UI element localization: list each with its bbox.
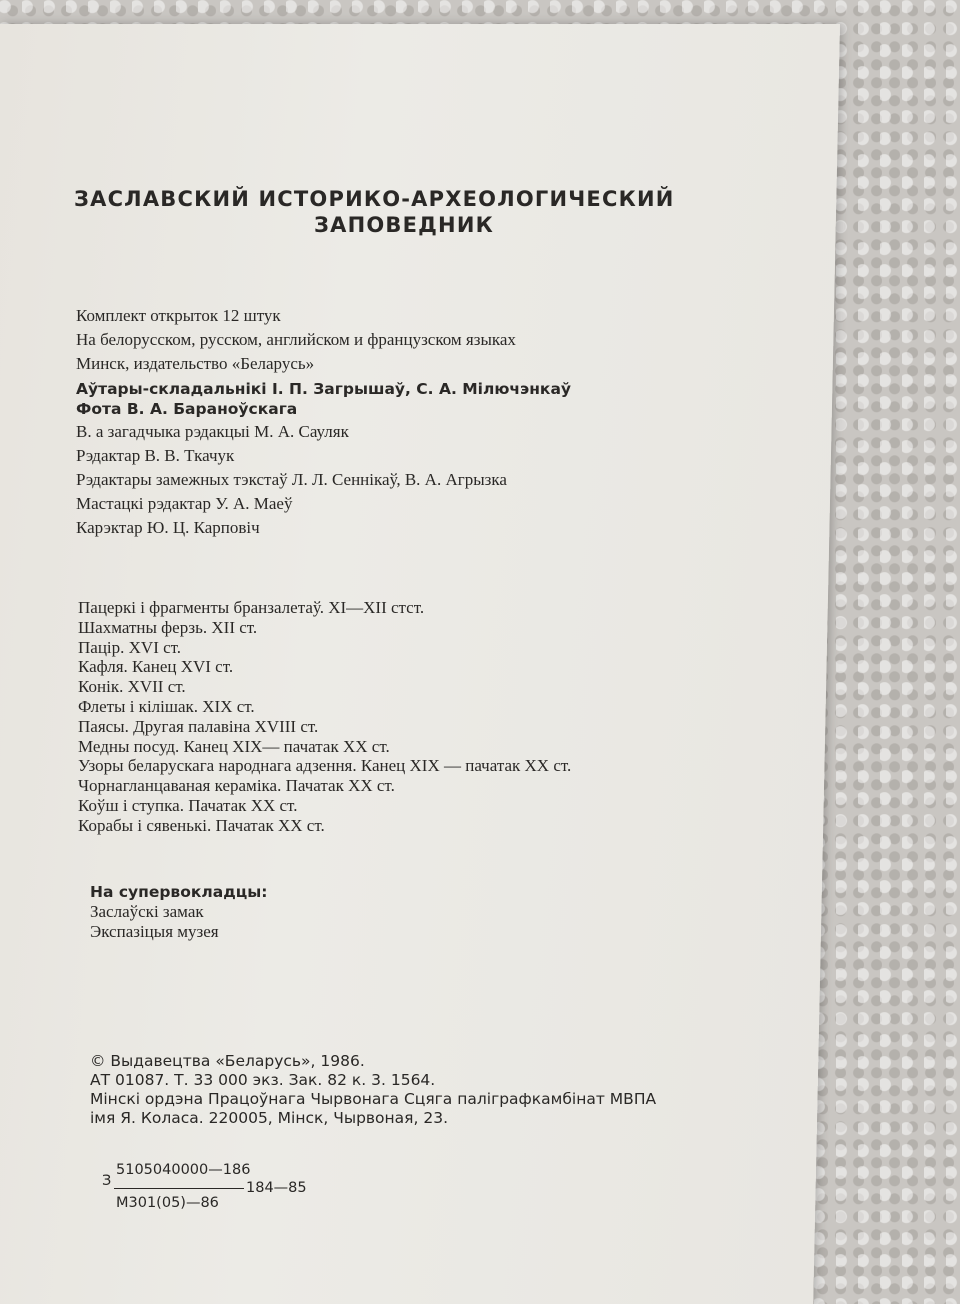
index-prefix: З (102, 1173, 112, 1189)
editor-line: Рэдактары замежных тэкстаў Л. Л. Сеннікаў, В. А. Агрызка (76, 470, 507, 489)
colophon-line: імя Я. Коласа. 220005, Мінск, Чырвоная, 23. (90, 1109, 448, 1127)
title-line-2: ЗАПОВЕДНИК (314, 213, 494, 237)
list-item: Паясы. Другая палавіна XVIII ст. (78, 716, 319, 736)
list-item: Флеты і кілішак. XIX ст. (78, 696, 255, 716)
list-item: Экспазіцыя музея (90, 922, 219, 941)
colophon-line: АТ 01087. Т. 33 000 экз. Зак. 82 к. 3. 1564. (90, 1071, 436, 1089)
list-item: Пацеркі і фрагменты бранзалетаў. XI—XII стст. (78, 598, 425, 617)
editor-line: Рэдактар В. В. Ткачук (76, 446, 235, 465)
editor-line: Карэктар Ю. Ц. Карповіч (76, 518, 260, 537)
supercover-heading: На супервокладцы: (90, 883, 268, 901)
colophon-block (90, 1052, 656, 1128)
list-item: Корабы і сявенькі. Пачатак XX ст. (78, 815, 325, 835)
title-line-1: ЗАСЛАВСКИЙ ИСТОРИКО-АРХЕОЛОГИЧЕСКИЙ (74, 187, 675, 211)
authors-line: Аўтары-складальнікі І. П. Загрышаў, С. А. Мілючэнкаў (76, 380, 572, 398)
imprint-block (76, 304, 571, 540)
list-item: Узоры беларускага народнага адзення. Канец XIX — пачатак XX ст. (78, 756, 572, 776)
photo-credit-line: Фота В. А. Бараноўскага (76, 400, 298, 418)
list-item: Кафля. Канец XVI ст. (78, 657, 234, 677)
editor-line: Мастацкі рэдактар У. А. Маеў (76, 494, 293, 513)
list-item: Коўш і ступка. Пачатак XX ст. (78, 795, 298, 815)
imprint-line: На белорусском, русском, английском и французском языках (76, 330, 516, 349)
copyright-line: © Выдавецтва «Беларусь», 1986. (90, 1052, 365, 1070)
index-denominator: М301(05)—86 (116, 1195, 219, 1211)
colophon-line: Мінскі ордэна Працоўнага Чырвонага Сцяга паліграфкамбінат МВПА (90, 1090, 657, 1108)
postcard-list (78, 598, 571, 836)
editor-line: В. а загадчыка рэдакцыі М. А. Сауляк (76, 422, 349, 441)
index-tail: 184—85 (246, 1180, 307, 1196)
list-item: Заслаўскі замак (90, 902, 204, 921)
imprint-line: Минск, издательство «Беларусь» (76, 354, 315, 373)
list-item: Медны посуд. Канец XIX— пачатак XX ст. (78, 736, 390, 756)
fraction-bar (114, 1188, 244, 1189)
list-item: Шахматны ферзь. XII ст. (78, 617, 258, 637)
index-numerator: 5105040000—186 (116, 1162, 251, 1178)
supercover-block (90, 882, 267, 942)
imprint-line: Комплект открыток 12 штук (76, 306, 281, 325)
list-item: Чорнагланцаваная кераміка. Пачатак XX ст. (78, 776, 395, 796)
page-title (74, 186, 754, 238)
list-item: Конік. XVII ст. (78, 677, 186, 697)
list-item: Пацір. XVI ст. (78, 637, 182, 657)
